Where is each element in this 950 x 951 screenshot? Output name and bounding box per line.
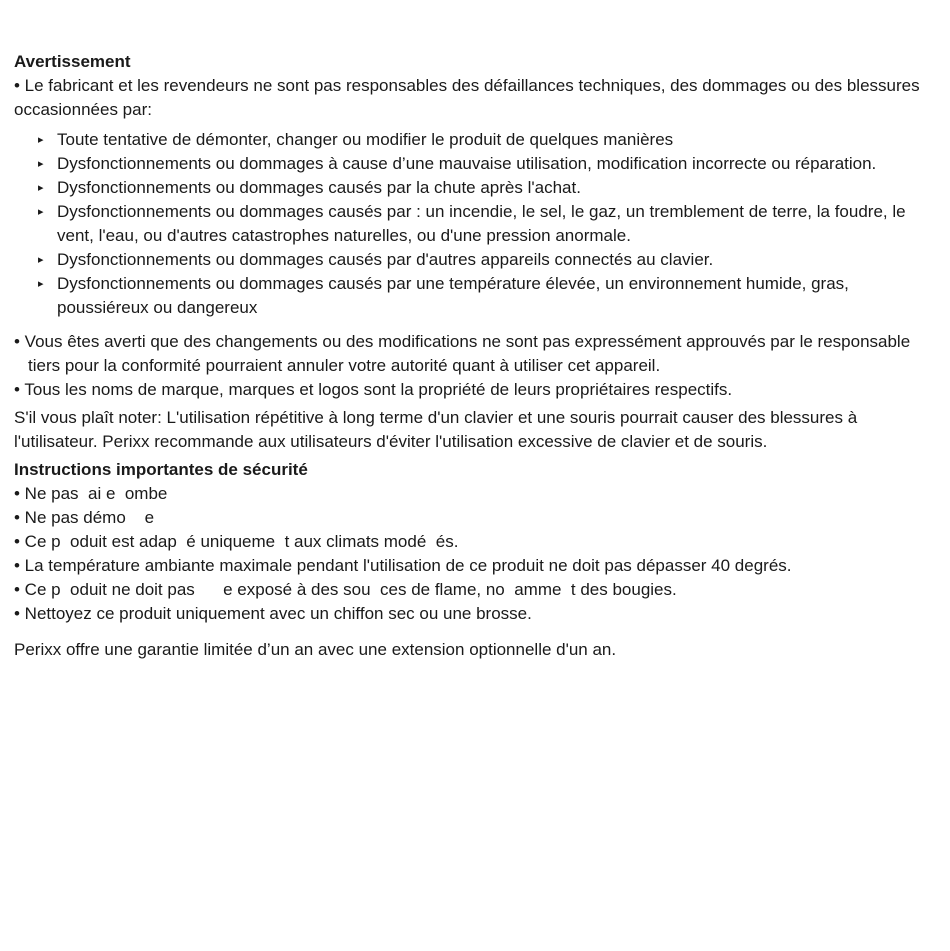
notice-changes: • Vous êtes averti que des changements ou des modifications ne sont pas expressément approuvés par le responsable tiers pour la conformité pourraient annuler votre autorité quant à utiliser cet appareil. [14,332,911,375]
list-item-text: Toute tentative de démonter, changer ou modifier le produit de quelques manières [57,130,674,149]
list-item [38,200,934,248]
list-item: • Ce p oduit est adap é uniqueme t aux climats modé és. [14,532,459,551]
list-item-text: Dysfonctionnements ou dommages causés par la chute après l'achat. [57,178,581,197]
warranty-statement: Perixx offre une garantie limitée d’un an avec une extension optionnelle d'un an. [14,640,617,659]
warning-intro: • Le fabricant et les revendeurs ne sont pas responsables des défaillances techniques, des dommages ou des blessures occasionnées par: [14,76,920,119]
list-item: • Ce p oduit ne doit pas e exposé à des sou ces de flame, no amme t des bougies. [14,580,677,599]
list-item: • Ne pas ai e ombe [14,484,168,503]
list-item: • Ne pas démo e [14,508,155,527]
triangle-right-icon: ▸ [38,206,44,218]
repetitive-use-note: S'il vous plaît noter: L'utilisation répétitive à long terme d'un clavier et une souris pourrait causer des blessures à l'utilisateur. Perixx recommande aux utilisateurs d'éviter l'utilisation excessive de clavier et de souris. [14,408,858,451]
list-item-text: Dysfonctionnements ou dommages causés par d'autres appareils connectés au clavier. [57,250,714,269]
list-item-text: Dysfonctionnements ou dommages causés par : un incendie, le sel, le gaz, un tremblement de terre, la foudre, le vent, l'eau, ou d'autres catastrophes naturelles, ou d'une pression anormale. [57,202,906,245]
triangle-right-icon: ▸ [38,134,44,146]
safety-list [14,482,934,626]
triangle-right-icon: ▸ [38,278,44,290]
list-item [38,152,934,176]
list-item [38,272,934,320]
safety-document [14,50,934,662]
notice-trademarks: • Tous les noms de marque, marques et logos sont la propriété de leurs propriétaires respectifs. [14,380,733,399]
warning-list [14,128,934,320]
list-item [38,128,934,152]
triangle-right-icon: ▸ [38,254,44,266]
list-item [38,248,934,272]
warning-heading: Avertissement [14,52,131,71]
triangle-right-icon: ▸ [38,182,44,194]
list-item: • Nettoyez ce produit uniquement avec un chiffon sec ou une brosse. [14,604,532,623]
list-item: • La température ambiante maximale pendant l'utilisation de ce produit ne doit pas dépasser 40 degrés. [14,556,792,575]
safety-heading: Instructions importantes de sécurité [14,460,308,479]
list-item [38,176,934,200]
list-item-text: Dysfonctionnements ou dommages à cause d’une mauvaise utilisation, modification incorrecte ou réparation. [57,154,877,173]
list-item-text: Dysfonctionnements ou dommages causés par une température élevée, un environnement humide, gras, poussiéreux ou dangereux [57,274,849,317]
triangle-right-icon: ▸ [38,158,44,170]
